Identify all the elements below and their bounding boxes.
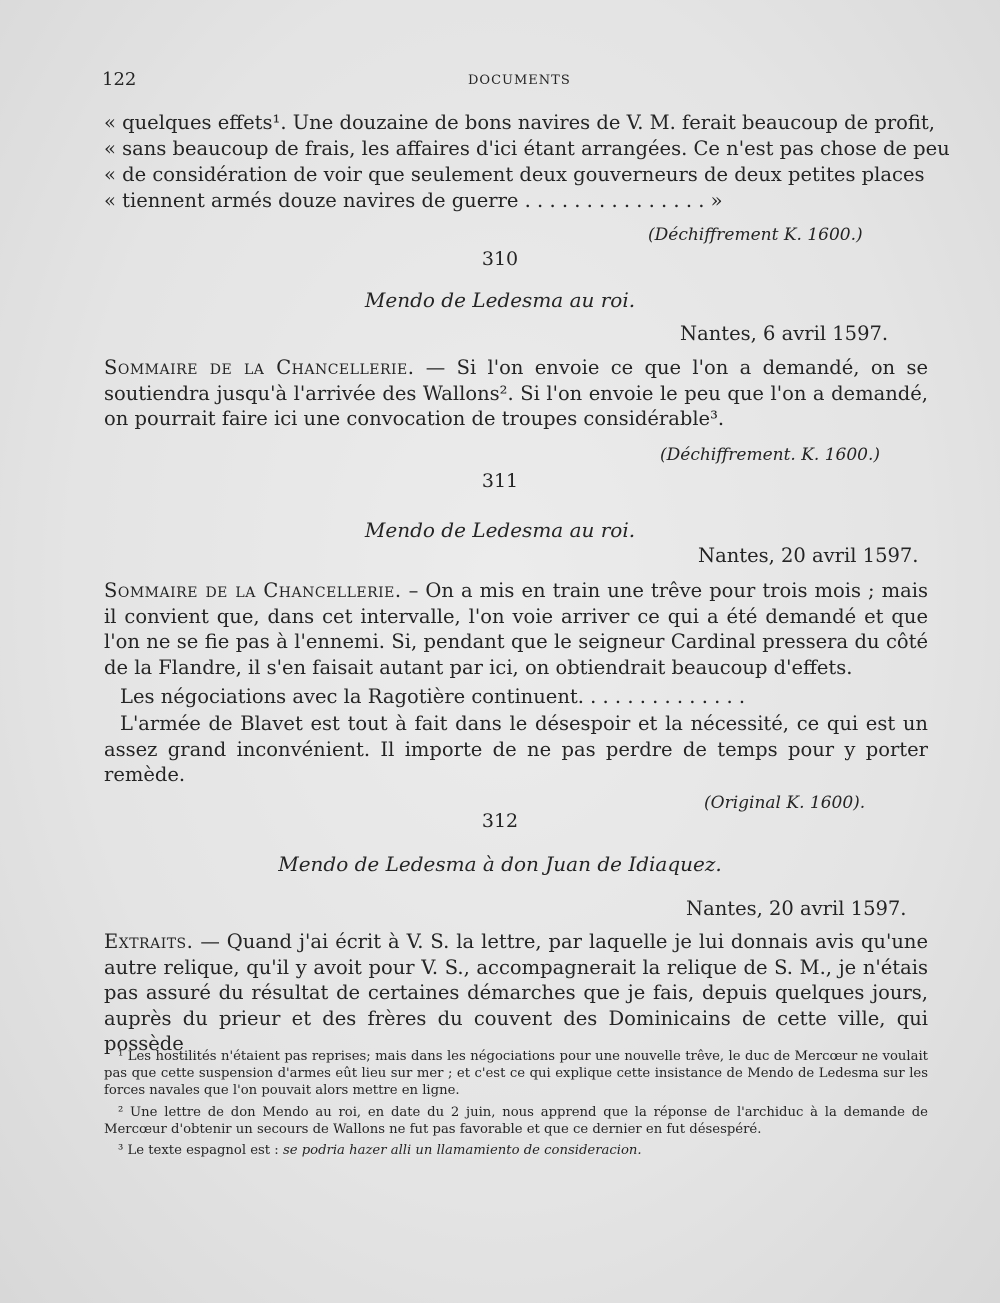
summary-label-310: Sommaire de la Chancellerie. <box>104 356 415 379</box>
page-number: 122 <box>102 69 137 90</box>
footnote-1: ¹ Les hostilités n'étaient pas reprises; mais dans les négociations pour une nouvelle trêve, le duc de Mercœur ne voulait pas que cette suspension d'armes eût lieu sur mer ; et c'est ce qui explique cette insistance de Mendo de Ledesma sur les forces navales que l'on pouvait alors mettre en ligne. <box>104 1049 928 1098</box>
extract-text-312: — Quand j'ai écrit à V. S. la lettre, par laquelle je lui donnais avis qu'une autre relique, qu'il y avoit pour V. S., accompagnerait la relique de S. M., je n'étais pas assuré du résultat de certaines démarches que je fais, depuis quelques jours, auprès du prieur et des frères du couvent des Dominicains de cette ville, qui possède <box>104 930 928 1056</box>
footnote-3 <box>118 1142 642 1159</box>
document-number-310: 310 <box>481 248 519 270</box>
document-number-312: 312 <box>481 810 519 832</box>
document-date-310: Nantes, 6 avril 1597. <box>680 322 889 345</box>
top-line-2: « sans beaucoup de frais, les affaires d'ici étant arrangées. Ce n'est pas chose de peu <box>104 137 950 160</box>
document-date-312: Nantes, 20 avril 1597. <box>686 897 907 920</box>
source-ref-311: (Original K. 1600). <box>704 793 866 813</box>
footnote-2: ² Une lettre de don Mendo au roi, en date du 2 juin, nous apprend que la réponse de l'archiduc à la demande de Mercœur d'obtenir un secours de Wallons ne fut pas favorable et que ce dernier en fut désespéré. <box>104 1105 928 1137</box>
summary-text-311: – On a mis en train une trêve pour trois mois ; mais il convient que, dans cet intervalle, l'on voie arriver ce qui a été demandé et que l'on ne se fie pas à l'ennemi. Si, pendant que le seigneur Cardinal pressera du côté de la Flandre, il s'en faisait autant par ici, on obtiendrait beaucoup d'effets. <box>104 579 928 679</box>
document-title-310: Mendo de Ledesma au roi. <box>364 288 636 312</box>
document-date-311: Nantes, 20 avril 1597. <box>698 544 919 567</box>
document-extract-312 <box>104 929 928 1057</box>
top-line-3: « de considération de voir que seulement deux gouverneurs de deux petites places <box>104 163 925 186</box>
summary-text-310: — Si l'on envoie ce que l'on a demandé, on se soutiendra jusqu'à l'arrivée des Wallons². Si l'on envoie le peu que l'on a demandé, on pourrait faire ici une convocation de troupes considérable³. <box>104 356 928 431</box>
document-summary-311 <box>104 578 928 680</box>
document-title-311: Mendo de Ledesma au roi. <box>364 518 636 542</box>
document-summary-310 <box>104 355 928 432</box>
document-title-312: Mendo de Ledesma à don Juan de Idiaquez. <box>278 852 722 876</box>
paragraph-blavet: L'armée de Blavet est tout à fait dans le désespoir et la nécessité, ce qui est un assez grand inconvénient. Il importe de ne pas perdre de temps pour y porter remède. <box>104 712 928 787</box>
top-line-1: « quelques effets¹. Une douzaine de bons navires de V. M. ferait beaucoup de profit, <box>104 111 935 134</box>
running-title: DOCUMENTS <box>468 73 571 88</box>
document-number-311: 311 <box>481 470 519 492</box>
footnote-3-text: ³ Le texte espagnol est : <box>118 1143 283 1158</box>
paragraph-ragotiere: Les négociations avec la Ragotière continuent. . . . . . . . . . . . . . <box>120 685 746 708</box>
extract-label-312: Extraits. <box>104 930 194 953</box>
footnote-3-spanish-quote: se podria hazer alli un llamamiento de consideracion. <box>282 1143 642 1158</box>
source-ref-310: (Déchiffrement. K. 1600.) <box>660 445 881 465</box>
summary-label-311: Sommaire de la Chancellerie. <box>104 579 402 602</box>
top-line-4: « tiennent armés douze navires de guerre . . . . . . . . . . . . . . . » <box>104 189 723 212</box>
top-source-ref: (Déchiffrement K. 1600.) <box>648 225 863 245</box>
